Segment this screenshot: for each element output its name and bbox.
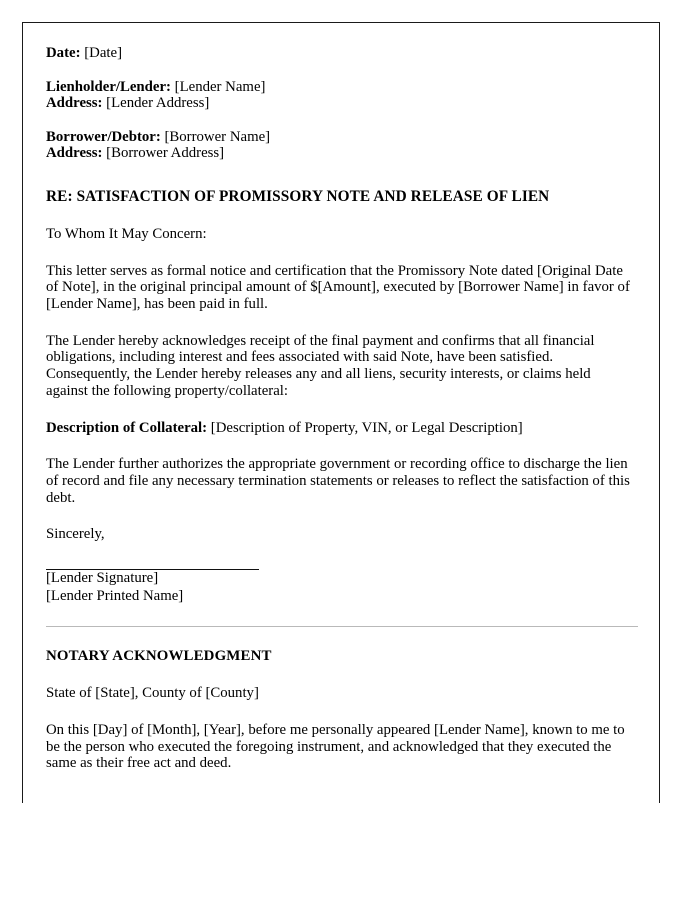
spacer (46, 162, 635, 188)
paragraph-acknowledgment: The Lender hereby acknowledges receipt of the final payment and confirms that all financial obligations, including interest and fees associated with said Note, have been satisfied. Consequently, the Lender hereby releases any and all liens, security interests, or claims held against the following property/collateral: (46, 332, 595, 399)
spacer (46, 313, 635, 333)
collateral-description (46, 420, 635, 437)
spacer (46, 436, 635, 456)
field-borrower-debtor-value: [Borrower Name] (164, 128, 271, 145)
field-borrower-address (46, 145, 635, 162)
field-date (46, 45, 635, 62)
field-date-value: [Date] (84, 45, 123, 61)
spacer (46, 243, 635, 263)
paragraph-notice: This letter serves as formal notice and certification that the Promissory Note dated [Original Date of Note], in the original principal amount of $[Amount], executed by [Borrower Name] in favor of [Lender Name], has been paid in full. (46, 262, 630, 313)
field-borrower-debtor-label: Borrower/Debtor: (46, 128, 161, 145)
spacer (46, 605, 635, 626)
document-body (23, 23, 659, 772)
field-borrower-address-label: Address: (46, 145, 103, 162)
spacer (46, 62, 635, 79)
spacer (46, 400, 635, 420)
field-lender-address-value: [Lender Address] (106, 95, 210, 112)
field-borrower-debtor (46, 129, 635, 146)
field-lienholder-lender-value: [Lender Name] (174, 78, 266, 95)
spacer (46, 206, 635, 226)
notary-acknowledgment-text: On this [Day] of [Month], [Year], before me personally appeared [Lender Name], known to me to be the person who executed the foregoing instrument, and acknowledged that they executed the same as their free act and deed. (46, 721, 625, 772)
paragraph-authorization: The Lender further authorizes the appropriate government or recording office to discharge the lien of record and file any necessary termination statements or releases to reflect the satisfaction of this debt. (46, 456, 630, 506)
collateral-value: [Description of Property, VIN, or Legal Description] (210, 419, 523, 436)
signature-placeholder: [Lender Signature] (46, 570, 159, 587)
spacer (46, 702, 635, 722)
field-lender-address (46, 95, 635, 112)
field-lienholder-lender (46, 79, 635, 96)
notary-heading: NOTARY ACKNOWLEDGMENT (46, 648, 272, 665)
notary-jurisdiction: State of [State], County of [County] (46, 685, 259, 702)
field-borrower-address-value: [Borrower Address] (106, 145, 225, 162)
document-page (22, 22, 660, 803)
spacer (46, 112, 635, 129)
salutation: To Whom It May Concern: (46, 225, 207, 242)
spacer (46, 665, 635, 685)
closing-line: Sincerely, (46, 526, 105, 543)
spacer (46, 506, 635, 526)
collateral-label: Description of Collateral: (46, 419, 208, 436)
spacer-signature (46, 543, 635, 569)
spacer (46, 627, 635, 648)
field-date-label: Date: (46, 45, 81, 61)
field-lender-address-label: Address: (46, 95, 103, 112)
printed-name-placeholder: [Lender Printed Name] (46, 587, 184, 604)
subject-line: RE: SATISFACTION OF PROMISSORY NOTE AND RELEASE OF LIEN (46, 187, 550, 205)
field-lienholder-lender-label: Lienholder/Lender: (46, 78, 171, 95)
